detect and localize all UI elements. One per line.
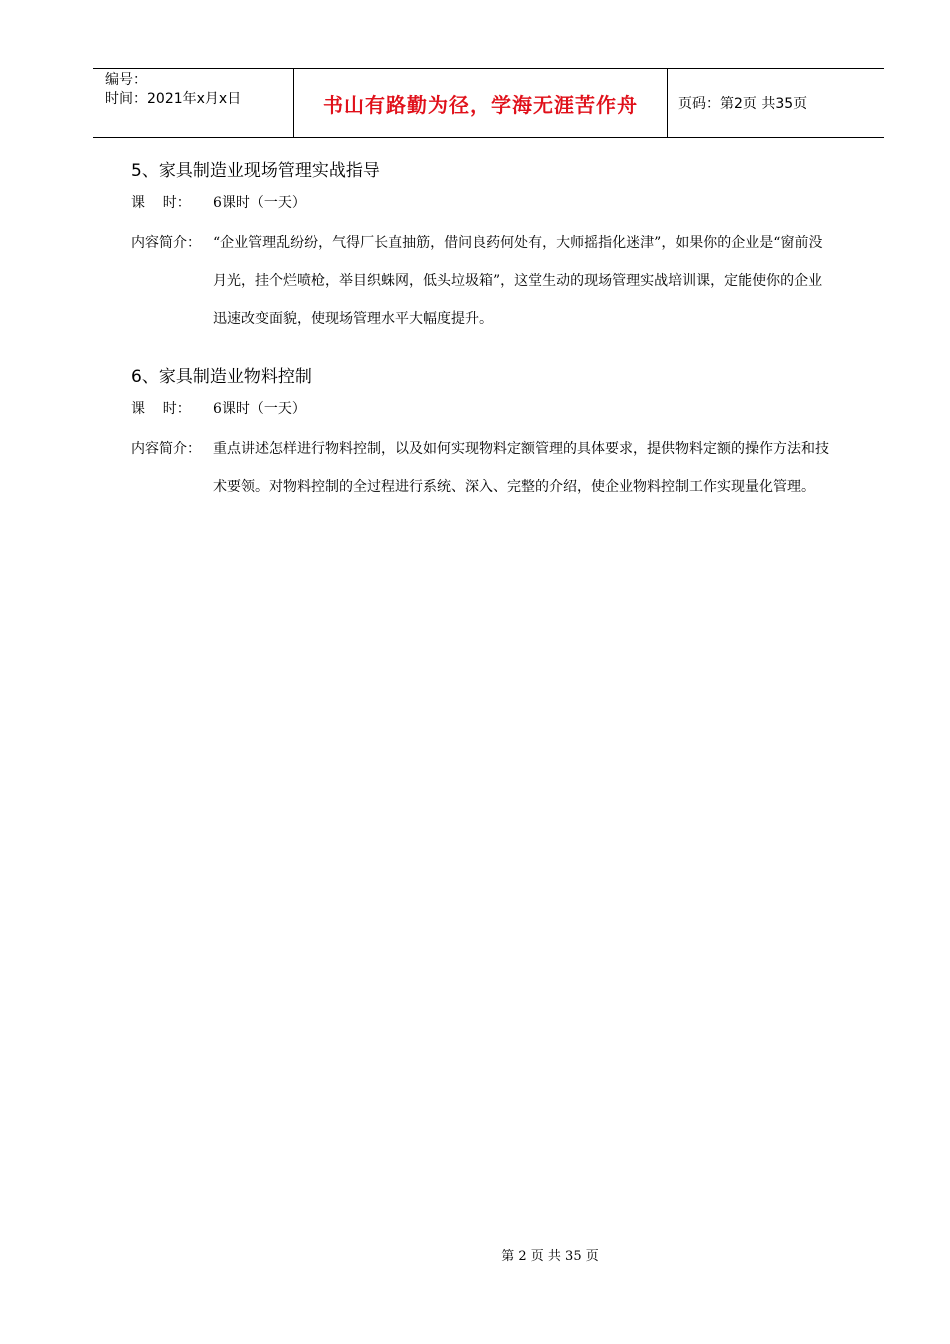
header-page-code: 页码：第2页 共35页	[678, 96, 808, 112]
header-page-code-cell	[668, 69, 884, 137]
page-footer: 第 2 页 共 35 页	[501, 1249, 599, 1264]
course-title: 6、家具制造业物料控制	[131, 367, 312, 387]
hours-label: 课 时：	[131, 401, 191, 417]
intro-label: 内容简介：	[131, 235, 201, 251]
hours-value: 6课时（一天）	[213, 195, 306, 211]
time-label: 时间：2021年x月x日	[105, 91, 242, 107]
header-motto-cell	[294, 69, 668, 137]
course-section	[131, 160, 851, 338]
hours-label: 课 时：	[131, 195, 191, 211]
number-label: 编号：	[105, 72, 147, 88]
intro-text: 重点讲述怎样进行物料控制，以及如何实现物料定额管理的具体要求，提供物料定额的操作方法和技术要领。对物料控制的全过程进行系统、深入、完整的介绍，使企业物料控制工作实现量化管理。	[213, 441, 829, 495]
course-hours-row	[131, 398, 851, 420]
intro-text: “企业管理乱纷纷，气得厂长直抽筋，借问良药何处有，大师摇指化迷津”，如果你的企业是“窗前没月光，挂个烂喷枪，举目织蛛网，低头垃圾箱”，这堂生动的现场管理实战培训课，定能使你的企业迅速改变面貌，使现场管理水平大幅度提升。	[213, 235, 823, 327]
course-hours-row	[131, 192, 851, 214]
page-header	[93, 68, 884, 138]
header-meta	[93, 69, 294, 137]
intro-label: 内容简介：	[131, 441, 201, 457]
course-section	[131, 366, 851, 506]
hours-value: 6课时（一天）	[213, 401, 306, 417]
document-body	[131, 160, 851, 534]
header-motto: 书山有路勤为径，学海无涯苦作舟	[323, 92, 638, 117]
course-intro-row	[131, 430, 851, 506]
course-title: 5、家具制造业现场管理实战指导	[131, 161, 380, 181]
course-intro-row	[131, 224, 851, 338]
